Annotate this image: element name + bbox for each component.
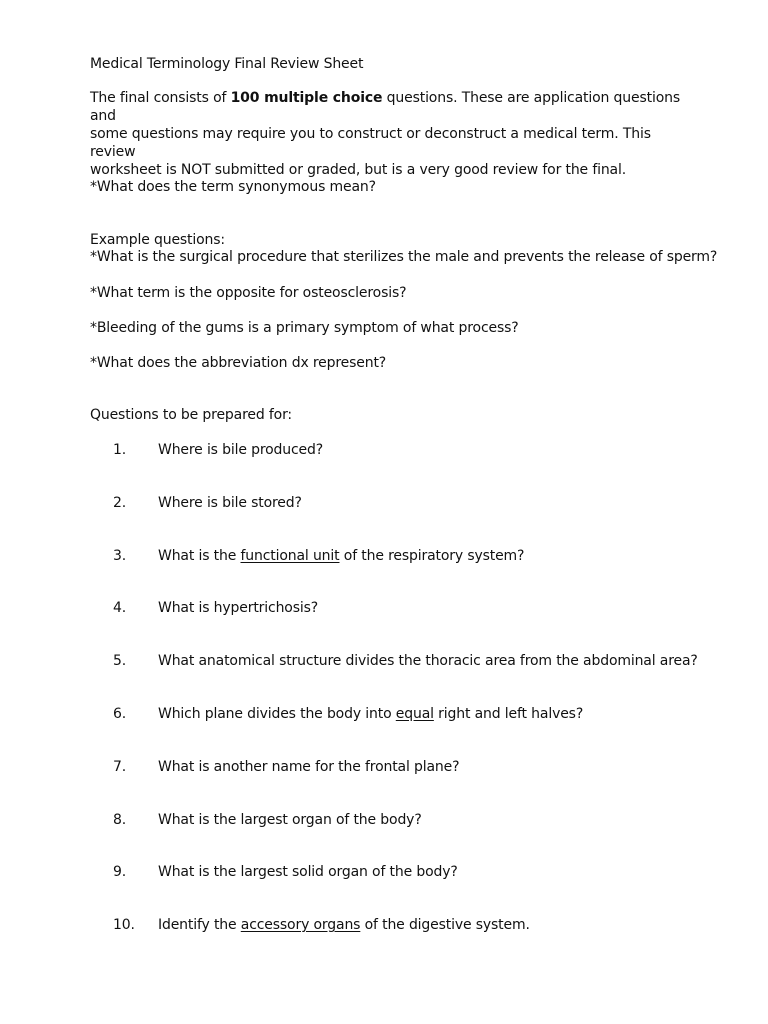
intro-line-2: some questions may require you to construct or deconstruct a medical term. This review [90, 126, 651, 160]
question-text [158, 547, 524, 565]
question-item [0, 863, 768, 883]
question-item [0, 599, 768, 619]
question-text-start: Identify the [158, 917, 241, 933]
question-item [0, 705, 768, 725]
question-text-start: Which plane divides the body into [158, 706, 396, 722]
question-item [0, 916, 768, 936]
question-text-start: What is the [158, 548, 241, 564]
synonymous-question: *What does the term synonymous mean? [90, 179, 376, 195]
underlined-term: functional unit [240, 548, 340, 564]
intro-line-1-suffix: questions. These are application questions and [90, 90, 680, 124]
question-item [0, 547, 768, 567]
questions-heading: Questions to be prepared for: [90, 407, 292, 423]
question-number: 1. [113, 442, 127, 458]
question-text [158, 599, 318, 617]
example-question: *Bleeding of the gums is a primary symptom of what process? [90, 320, 519, 336]
intro-line-1-prefix: The final consists of [90, 90, 231, 106]
question-text-start: What is another name for the frontal plane? [158, 759, 460, 775]
question-number: 9. [113, 864, 127, 880]
question-item [0, 652, 768, 672]
question-item [0, 494, 768, 514]
example-question: *What does the abbreviation dx represent? [90, 355, 387, 371]
question-text-end: right and left halves? [433, 706, 584, 722]
question-number: 4. [113, 600, 127, 616]
question-text-end: of the digestive system. [360, 917, 530, 933]
question-text-start: What is hypertrichosis? [158, 600, 319, 616]
intro-bold-emphasis: 100 multiple choice [230, 90, 383, 106]
question-text-start: What anatomical structure divides the thoracic area from the abdominal area? [158, 653, 698, 669]
question-text [158, 705, 583, 723]
question-text-start: Where is bile stored? [158, 495, 302, 511]
question-item [0, 758, 768, 778]
question-number: 2. [113, 495, 127, 511]
intro-line-3: worksheet is NOT submitted or graded, but is a very good review for the final. [90, 162, 627, 178]
example-question: *What term is the opposite for osteosclerosis? [90, 285, 407, 301]
intro-paragraph [90, 89, 690, 179]
question-item [0, 441, 768, 461]
question-text-start: Where is bile produced? [158, 442, 324, 458]
examples-heading: Example questions: [90, 232, 225, 248]
intro-line-1 [90, 89, 690, 125]
question-number: 10. [113, 917, 135, 933]
question-number: 5. [113, 653, 127, 669]
question-text [158, 916, 530, 934]
question-text [158, 758, 459, 776]
question-text-start: What is the largest organ of the body? [158, 812, 422, 828]
underlined-term: equal [395, 706, 434, 722]
question-text [158, 652, 698, 670]
document-title: Medical Terminology Final Review Sheet [90, 56, 364, 72]
question-item [0, 811, 768, 831]
example-question: *What is the surgical procedure that sterilizes the male and prevents the release of sperm? [90, 249, 718, 265]
underlined-term: accessory organs [240, 917, 361, 933]
question-number: 6. [113, 706, 127, 722]
question-text [158, 863, 458, 881]
question-number: 7. [113, 759, 127, 775]
question-number: 8. [113, 812, 127, 828]
question-text [158, 811, 422, 829]
question-number: 3. [113, 548, 127, 564]
question-text-end: of the respiratory system? [339, 548, 525, 564]
question-text [158, 494, 302, 512]
question-text-start: What is the largest solid organ of the body? [158, 864, 458, 880]
question-text [158, 441, 323, 459]
